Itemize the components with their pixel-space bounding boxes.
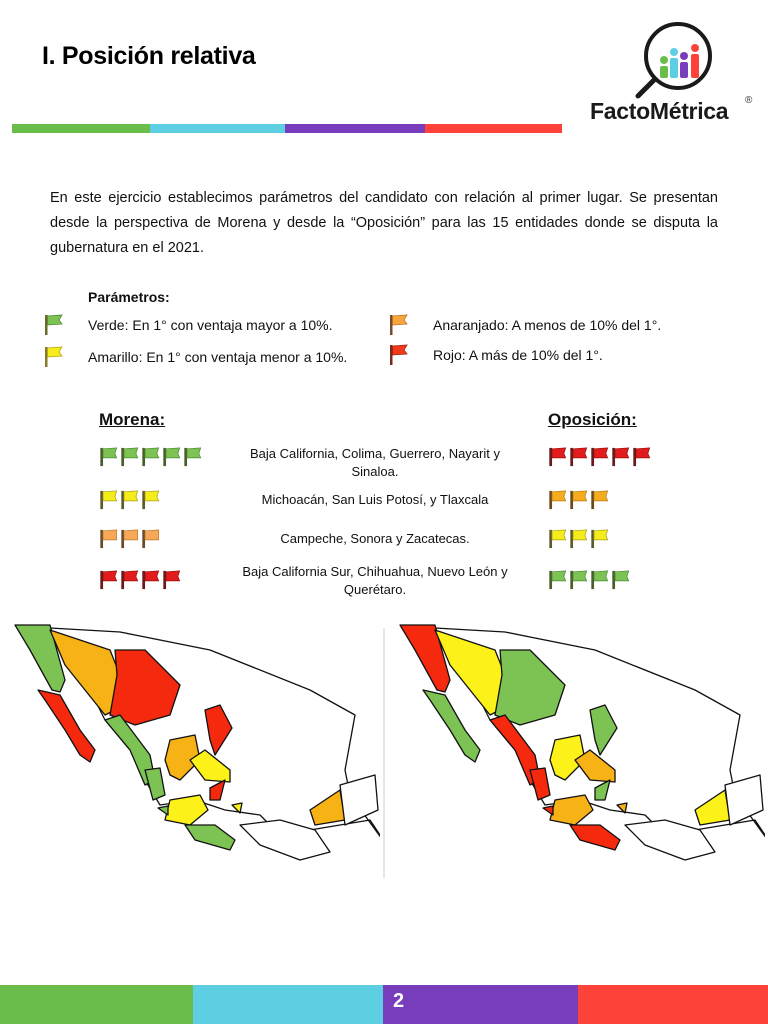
morena-map xyxy=(10,620,380,870)
page-title: I. Posición relativa xyxy=(42,42,256,70)
param-green-label: Verde: En 1° con ventaja mayor a 10%. xyxy=(88,317,333,333)
oposicion-title: Oposición: xyxy=(548,410,637,429)
state-colima xyxy=(158,806,168,815)
yellow-flag-icon xyxy=(569,529,588,549)
intro-paragraph: En este ejercicio establecimos parámetros del candidato con relación al primer lugar. Se presentan desde la perspectiva de Morena y desde la “Oposición” para las 15 entidades donde se disputa la gubernatura en el 2021. xyxy=(50,190,718,256)
morena-row-4-flags xyxy=(99,570,181,590)
factometrica-logo xyxy=(585,20,765,130)
yellow-flag-icon xyxy=(548,529,567,549)
logo-wordmark: FactoMétrica xyxy=(590,98,729,124)
footer-segment-purple xyxy=(383,985,578,1024)
bar-segment-purple xyxy=(285,124,425,133)
header-color-bar xyxy=(12,124,562,133)
oposicion-row-3-flags xyxy=(548,529,609,549)
states-row-1: Baja California, Colima, Guerrero, Nayarit y Sinaloa. xyxy=(250,446,500,479)
page-number: 2 xyxy=(393,990,405,1012)
registered-mark: ® xyxy=(745,95,753,106)
state-baja-california-sur xyxy=(38,690,95,762)
param-green xyxy=(44,314,333,336)
oposicion-row-4-flags xyxy=(548,570,630,590)
param-orange xyxy=(389,314,661,336)
param-orange-label: Anaranjado: A menos de 10% del 1°. xyxy=(433,317,662,333)
red-flag-icon xyxy=(569,447,588,467)
red-flag-icon xyxy=(99,570,118,590)
param-red xyxy=(389,344,603,366)
green-flag-icon xyxy=(590,570,609,590)
red-flag-icon xyxy=(611,447,630,467)
orange-flag-icon xyxy=(99,529,118,549)
state-guerrero xyxy=(570,825,620,850)
bar-segment-red xyxy=(425,124,562,133)
orange-flag-icon xyxy=(590,490,609,510)
yellow-flag-icon xyxy=(120,490,139,510)
parameters-title: Parámetros: xyxy=(88,289,170,305)
green-flag-icon xyxy=(44,314,64,336)
orange-flag-icon xyxy=(548,490,567,510)
red-flag-icon xyxy=(120,570,139,590)
red-flag-icon xyxy=(141,570,160,590)
green-flag-icon xyxy=(183,447,202,467)
orange-flag-icon xyxy=(389,314,409,336)
red-flag-icon xyxy=(590,447,609,467)
param-yellow xyxy=(44,346,347,368)
morena-row-3-flags xyxy=(99,529,160,549)
morena-row-2-flags xyxy=(99,490,160,510)
footer-segment-cyan xyxy=(193,985,383,1024)
param-yellow-label: Amarillo: En 1° con ventaja menor a 10%. xyxy=(88,349,348,365)
states-row-2: Michoacán, San Luis Potosí, y Tlaxcala xyxy=(261,492,489,507)
red-flag-icon xyxy=(632,447,651,467)
states-row-3: Campeche, Sonora y Zacatecas. xyxy=(280,531,470,546)
green-flag-icon xyxy=(548,570,567,590)
state-colima xyxy=(543,806,553,815)
yellow-flag-icon xyxy=(590,529,609,549)
red-flag-icon xyxy=(548,447,567,467)
state-baja-california-sur xyxy=(423,690,480,762)
red-flag-icon xyxy=(162,570,181,590)
magnifier-with-people-bars-icon xyxy=(630,20,720,100)
green-flag-icon xyxy=(162,447,181,467)
green-flag-icon xyxy=(569,570,588,590)
bar-segment-green xyxy=(12,124,150,133)
footer-color-bar xyxy=(0,985,768,1024)
param-red-label: Rojo: A más de 10% del 1°. xyxy=(433,347,603,363)
morena-row-1-flags xyxy=(99,447,202,467)
green-flag-icon xyxy=(611,570,630,590)
oposicion-row-2-flags xyxy=(548,490,609,510)
orange-flag-icon xyxy=(120,529,139,549)
green-flag-icon xyxy=(99,447,118,467)
oposicion-map xyxy=(395,620,765,870)
state-guerrero xyxy=(185,825,235,850)
oposicion-row-1-flags xyxy=(548,447,651,467)
orange-flag-icon xyxy=(141,529,160,549)
footer-segment-green xyxy=(0,985,193,1024)
map-divider xyxy=(383,628,385,878)
green-flag-icon xyxy=(141,447,160,467)
morena-title: Morena: xyxy=(99,410,166,429)
orange-flag-icon xyxy=(569,490,588,510)
bar-segment-cyan xyxy=(150,124,285,133)
yellow-flag-icon xyxy=(141,490,160,510)
states-row-4: Baja California Sur, Chihuahua, Nuevo León y Querétaro. xyxy=(242,564,508,597)
state-michoacan xyxy=(165,795,208,825)
yellow-flag-icon xyxy=(44,346,64,368)
state-michoacan xyxy=(550,795,593,825)
footer-segment-red xyxy=(578,985,768,1024)
red-flag-icon xyxy=(389,344,409,366)
green-flag-icon xyxy=(120,447,139,467)
yellow-flag-icon xyxy=(99,490,118,510)
